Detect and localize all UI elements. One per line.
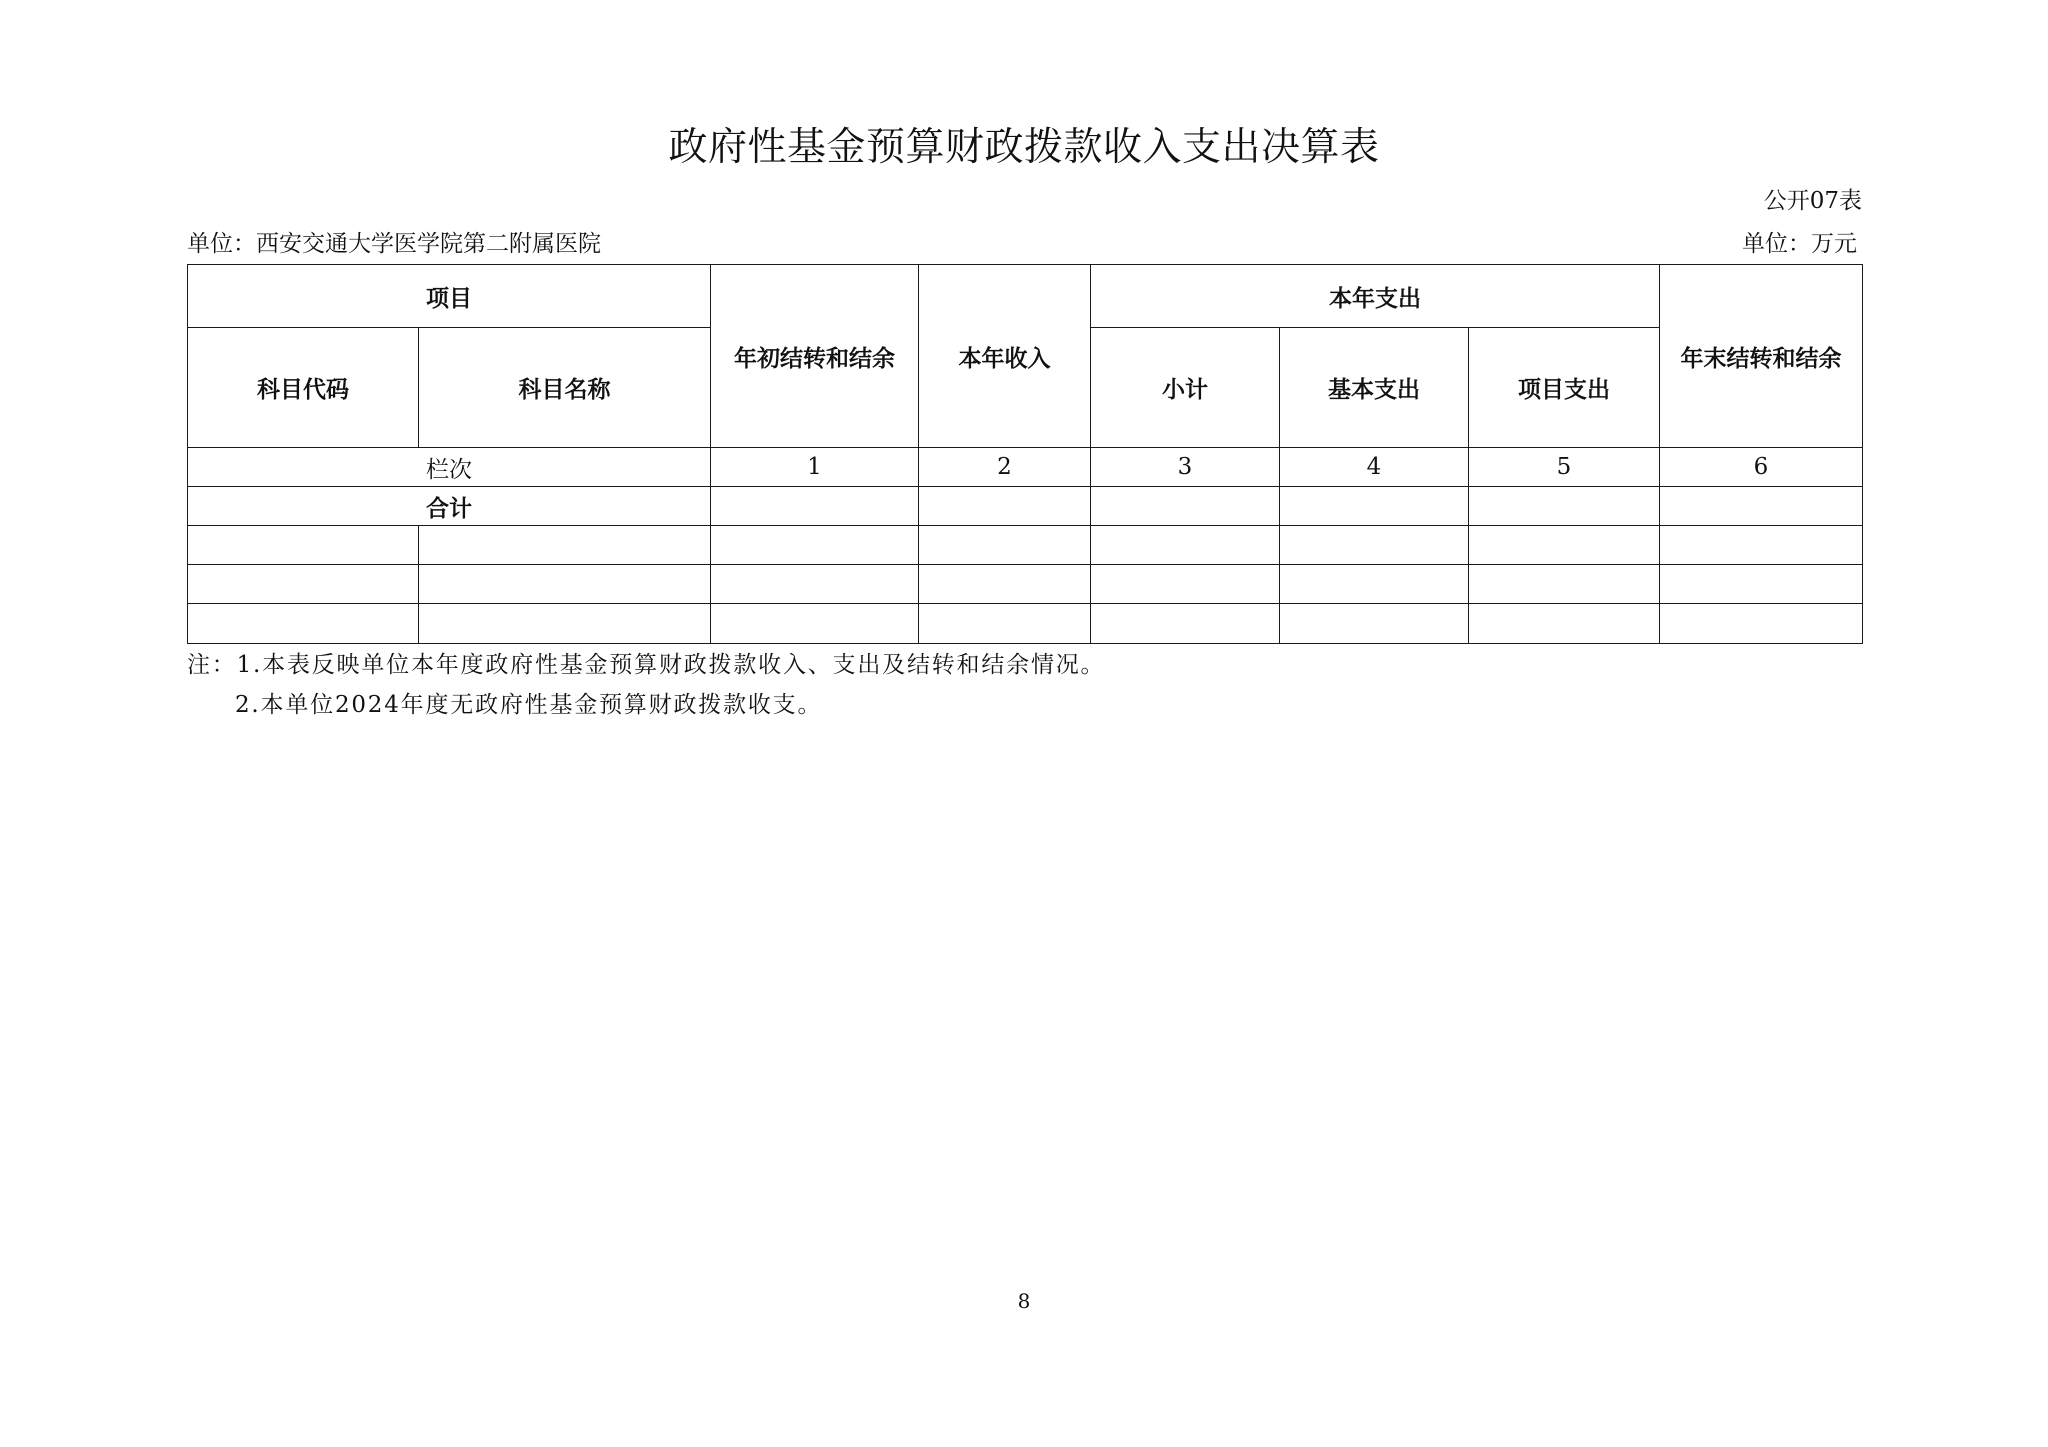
table-header-row [188,265,1863,328]
table-cell [919,565,1091,604]
table-cell [188,526,419,565]
table-cell [711,565,919,604]
header-subtotal: 小计 [1091,328,1280,448]
reporting-unit: 单位：西安交通大学医学院第二附属医院 [187,231,601,257]
index-cell: 6 [1660,448,1863,487]
index-row-label: 栏次 [188,448,711,487]
header-begin-balance: 年初结转和结余 [711,265,919,448]
table-cell [1091,487,1280,526]
index-cell: 1 [711,448,919,487]
header-code: 科目代码 [188,328,419,448]
index-row [188,448,1863,487]
header-end-balance: 年末结转和结余 [1660,265,1863,448]
header-basic: 基本支出 [1280,328,1469,448]
table-cell [919,604,1091,644]
table-cell [1660,565,1863,604]
table-cell [188,565,419,604]
table-cell [1280,604,1469,644]
budget-table [187,264,1863,644]
form-number: 公开07表 [1763,188,1862,214]
index-cell: 5 [1469,448,1660,487]
table-cell [1280,565,1469,604]
table-cell [711,526,919,565]
table-cell [1091,526,1280,565]
note-1: 注：1.本表反映单位本年度政府性基金预算财政拨款收入、支出及结转和结余情况。 [187,652,1106,678]
table-cell [1091,565,1280,604]
table-cell [419,604,711,644]
header-project-expenditure: 项目支出 [1469,328,1660,448]
table-cell [1469,565,1660,604]
table-cell [1660,487,1863,526]
table-cell [419,526,711,565]
table-cell [919,487,1091,526]
header-name: 科目名称 [419,328,711,448]
page-title: 政府性基金预算财政拨款收入支出决算表 [668,125,1380,170]
table-cell [1469,604,1660,644]
table-cell [419,565,711,604]
index-cell: 4 [1280,448,1469,487]
header-expenditure: 本年支出 [1091,265,1660,328]
table-cell [711,604,919,644]
table-cell [1660,526,1863,565]
table-cell [1280,487,1469,526]
table-cell [1280,526,1469,565]
table-cell [711,487,919,526]
table-cell [188,604,419,644]
index-cell: 2 [919,448,1091,487]
table-row [188,604,1863,644]
table-cell [1091,604,1280,644]
header-project: 项目 [188,265,711,328]
total-row-label: 合计 [188,487,711,526]
table-cell [919,526,1091,565]
index-cell: 3 [1091,448,1280,487]
table-row [188,565,1863,604]
table-cell [1469,487,1660,526]
total-row [188,487,1863,526]
table-cell [1660,604,1863,644]
table-cell [1469,526,1660,565]
note-2: 2.本单位2024年度无政府性基金预算财政拨款收支。 [235,692,823,718]
page-number: 8 [1017,1289,1031,1313]
currency-unit: 单位：万元 [1742,231,1857,257]
header-income: 本年收入 [919,265,1091,448]
table-row [188,526,1863,565]
